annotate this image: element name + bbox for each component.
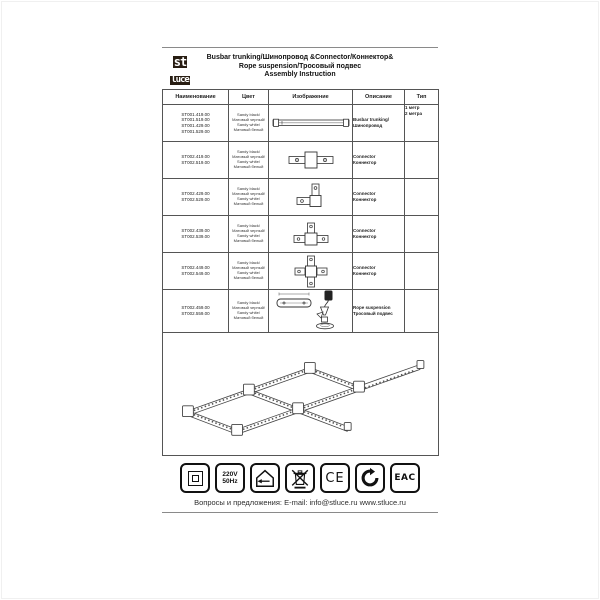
sheet-title <box>162 48 438 80</box>
part-numbers: ST002.429.00 ST002.529.00 <box>163 179 229 216</box>
title-line-3: Assembly Instruction <box>264 71 336 78</box>
title-line-2: Rope suspension/Тросовый подвес <box>238 62 362 70</box>
class-ii-insulation-icon <box>180 463 210 493</box>
part-numbers: ST002.459.00 ST002.559.00 <box>163 290 229 333</box>
sheet-header <box>162 48 438 89</box>
t-connector-image <box>293 222 329 247</box>
logo-text-bottom: luce <box>171 75 189 85</box>
product-image-cell <box>269 142 353 179</box>
part-numbers: ST002.449.00 ST002.549.00 <box>163 253 229 290</box>
table-row <box>163 142 439 179</box>
table-row <box>163 179 439 216</box>
straight-connector-image <box>288 150 334 170</box>
footer-contact: Вопросы и предложения: E-mail: info@stluce.ru www.stluce.ru <box>162 498 438 513</box>
product-image-cell <box>269 216 353 253</box>
eac-mark-icon <box>390 463 420 493</box>
description-cell: Connector Коннектор <box>353 216 405 253</box>
table-header-row <box>163 90 439 105</box>
parts-table <box>162 89 439 456</box>
eac-mark-text: EAC <box>394 473 416 483</box>
certification-icons <box>162 463 438 493</box>
description-cell: Connector Коннектор <box>353 253 405 290</box>
product-image-cell <box>269 105 353 142</box>
product-image-cell <box>269 253 353 290</box>
circular-arrows-glyph <box>359 467 381 489</box>
diagram-row <box>163 333 439 456</box>
ce-mark-icon <box>320 463 350 493</box>
x-connector-image <box>294 255 328 288</box>
col-header-description: Описание <box>353 90 405 105</box>
part-numbers: ST001.419.00 ST001.519.00 ST001.429.00 ST001.529.00 <box>163 105 229 142</box>
col-header-image: Изображение <box>269 90 353 105</box>
recycle-icon <box>355 463 385 493</box>
description-cell: Connector Коннектор <box>353 179 405 216</box>
l-connector-image <box>296 183 326 211</box>
assembly-diagram <box>165 336 437 452</box>
type-cell <box>405 179 439 216</box>
color-options: Sandy black/ Матовый черный/ Sandy white/ Матовый белый <box>229 142 269 179</box>
type-cell <box>405 142 439 179</box>
ce-mark-text: CE <box>325 470 345 486</box>
part-numbers: ST002.419.00 ST002.519.00 <box>163 142 229 179</box>
indoor-use-icon <box>250 463 280 493</box>
color-options: Sandy black/ Матовый черный/ Sandy white/ Матовый белый <box>229 105 269 142</box>
house-arrow-glyph <box>254 467 276 489</box>
logo-text-top: st <box>173 55 187 69</box>
type-cell <box>405 290 439 333</box>
voltage-value: 220V <box>222 470 238 478</box>
straight-track-image <box>272 117 350 129</box>
description-cell: Busbar trunking/ Шинопровод <box>353 105 405 142</box>
crossed-bin-glyph <box>289 467 311 489</box>
table-row <box>163 105 439 142</box>
table-row <box>163 290 439 333</box>
description-cell: Connector Коннектор <box>353 142 405 179</box>
product-image-cell <box>269 179 353 216</box>
type-cell <box>405 216 439 253</box>
product-image-cell <box>269 290 353 333</box>
part-numbers: ST002.439.00 ST002.539.00 <box>163 216 229 253</box>
rope-suspension-image <box>275 290 347 332</box>
col-header-color: Цвет <box>229 90 269 105</box>
weee-bin-icon <box>285 463 315 493</box>
assembly-diagram-cell <box>163 333 439 456</box>
instruction-sheet <box>162 47 438 513</box>
title-line-1: Busbar trunking/Шинопровод &Connector/Коннектор& <box>206 54 394 61</box>
stluce-logo <box>167 53 193 85</box>
type-cell: 1 метр 2 метра <box>405 105 439 142</box>
color-options: Sandy black/ Матовый черный/ Sandy white/ Матовый белый <box>229 290 269 333</box>
table-row <box>163 216 439 253</box>
col-header-type: Тип <box>405 90 439 105</box>
color-options: Sandy black/ Матовый черный/ Sandy white/ Матовый белый <box>229 253 269 290</box>
type-cell <box>405 253 439 290</box>
table-row <box>163 253 439 290</box>
voltage-badge <box>215 463 245 493</box>
frequency-value: 50Hz <box>222 478 238 485</box>
description-cell: Rope suspension Тросовый подвес <box>353 290 405 333</box>
col-header-name: Наименование <box>163 90 229 105</box>
color-options: Sandy black/ Матовый черный/ Sandy white/ Матовый белый <box>229 216 269 253</box>
color-options: Sandy black/ Матовый черный/ Sandy white/ Матовый белый <box>229 179 269 216</box>
